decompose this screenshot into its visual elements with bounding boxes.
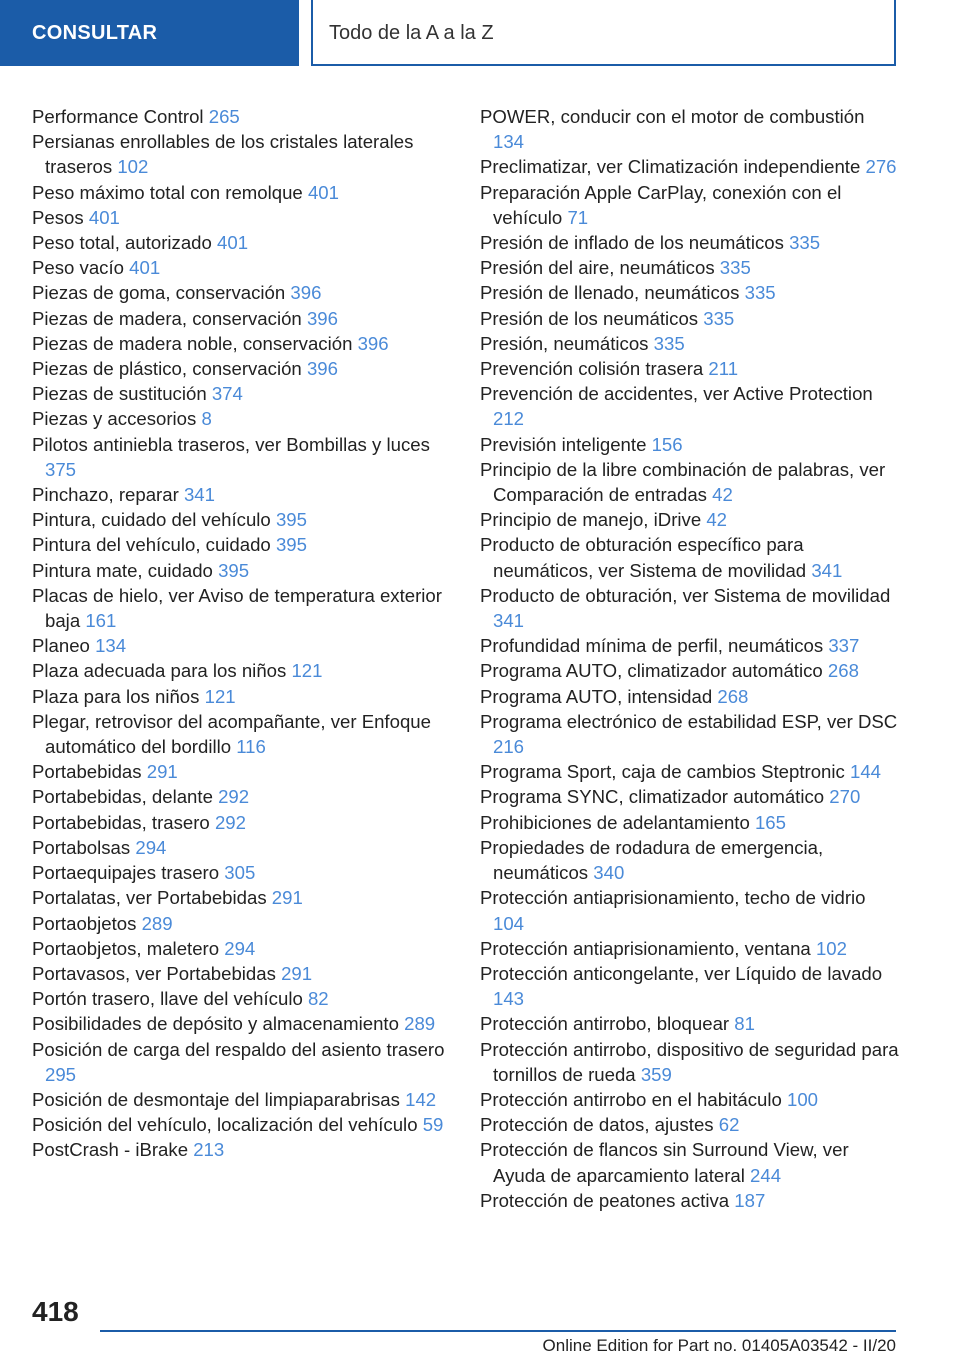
entry-page-link[interactable]: 401	[129, 257, 161, 279]
entry-page-link[interactable]: 161	[85, 610, 117, 632]
entry-term: Posición de carga del respaldo del asiento trasero	[32, 1038, 445, 1060]
index-entry	[480, 1037, 900, 1087]
index-entry	[32, 381, 452, 406]
entry-page-link[interactable]: 42	[712, 484, 733, 506]
entry-term: Pintura del vehículo, cuidado	[32, 534, 271, 556]
entry-page-link[interactable]: 395	[275, 509, 307, 531]
entry-term: Pinchazo, reparar	[32, 484, 179, 506]
entry-page-link[interactable]: 244	[750, 1164, 782, 1186]
entry-page-link[interactable]: 143	[493, 988, 525, 1010]
index-entry	[480, 759, 900, 784]
entry-page-link[interactable]: 8	[201, 408, 212, 430]
entry-page-link[interactable]: 71	[567, 206, 589, 228]
entry-page-link[interactable]: 395	[218, 559, 250, 581]
entry-page-link[interactable]: 268	[827, 660, 859, 682]
entry-term: Pesos	[32, 206, 84, 228]
entry-term: Presión de llenado, neumáticos	[480, 282, 740, 304]
entry-page-link[interactable]: 401	[217, 232, 249, 254]
index-entry	[32, 759, 452, 784]
entry-term: Producto de obturación, ver Sistema de movilidad	[480, 584, 891, 606]
entry-page-link[interactable]: 292	[214, 811, 246, 833]
entry-page-link[interactable]: 335	[703, 307, 735, 329]
index-entry	[32, 280, 452, 305]
index-entry	[32, 507, 452, 532]
entry-term: Prevención de accidentes, ver Active Protection	[480, 383, 873, 405]
entry-term: Presión de los neumáticos	[480, 307, 699, 329]
entry-page-link[interactable]: 401	[307, 181, 339, 203]
entry-page-link[interactable]: 42	[706, 509, 728, 531]
index-entry	[480, 936, 900, 961]
entry-term: Posición del vehículo, localización del vehículo	[32, 1114, 418, 1136]
index-entry	[480, 154, 900, 179]
entry-page-link[interactable]: 102	[117, 156, 149, 178]
entry-page-link[interactable]: 104	[493, 912, 525, 934]
entry-page-link[interactable]: 62	[718, 1114, 740, 1136]
entry-term: Portaequipajes trasero	[32, 862, 220, 884]
entry-term: Plegar, retrovisor del acompañante, ver Enfoque automático del bordillo	[32, 710, 431, 758]
index-entry	[480, 381, 900, 431]
entry-term: Programa AUTO, climatizador automático	[480, 660, 823, 682]
entry-term: Piezas y accesorios	[32, 408, 197, 430]
entry-term: Peso total, autorizado	[32, 232, 212, 254]
index-entry	[32, 129, 452, 179]
index-entry	[480, 457, 900, 507]
entry-page-link[interactable]: 100	[787, 1088, 819, 1110]
index-entry	[32, 936, 452, 961]
entry-term: Peso máximo total con remolque	[32, 181, 303, 203]
index-column-left	[32, 104, 452, 1163]
entry-term: Protección antirrobo en el habitáculo	[480, 1088, 782, 1110]
entry-term: Prevención colisión trasera	[480, 358, 704, 380]
entry-page-link[interactable]: 82	[307, 988, 329, 1010]
entry-term: Piezas de madera noble, conservación	[32, 332, 353, 354]
entry-page-link[interactable]: 156	[651, 433, 683, 455]
index-entry	[480, 356, 900, 381]
index-entry	[32, 406, 452, 431]
page-number: 418	[32, 1296, 79, 1327]
page-header	[0, 0, 960, 66]
entry-term: Piezas de madera, conservación	[32, 307, 302, 329]
footer-rule	[100, 1330, 896, 1332]
index-entry	[32, 633, 452, 658]
entry-page-link[interactable]: 335	[789, 232, 821, 254]
entry-page-link[interactable]: 396	[306, 358, 338, 380]
entry-term: Prohibiciones de adelantamiento	[480, 811, 750, 833]
index-entry	[480, 432, 900, 457]
index-entry	[480, 230, 900, 255]
entry-page-link[interactable]: 142	[405, 1088, 437, 1110]
index-entry	[480, 835, 900, 885]
entry-page-link[interactable]: 291	[146, 761, 178, 783]
entry-term: Planeo	[32, 635, 90, 657]
index-entry	[32, 432, 452, 482]
entry-term: Principio de manejo, iDrive	[480, 509, 702, 531]
index-entry	[32, 835, 452, 860]
entry-term: Portavasos, ver Portabebidas	[32, 962, 276, 984]
entry-page-link[interactable]: 401	[88, 206, 120, 228]
entry-term: Persianas enrollables de los cristales laterales traseros	[32, 131, 414, 178]
entry-term: Previsión inteligente	[480, 433, 647, 455]
entry-term: Preclimatizar, ver Climatización independiente	[480, 156, 861, 178]
index-entry	[32, 1087, 452, 1112]
entry-term: Piezas de plástico, conservación	[32, 358, 302, 380]
index-entry	[32, 961, 452, 986]
index-entry	[32, 180, 452, 205]
index-entry	[32, 1137, 452, 1162]
entry-term: Posibilidades de depósito y almacenamiento	[32, 1013, 399, 1035]
entry-term: Portabolsas	[32, 836, 131, 858]
index-entry	[480, 532, 900, 582]
index-entry	[480, 507, 900, 532]
entry-term: PostCrash - iBrake	[32, 1139, 189, 1161]
entry-page-link[interactable]: 396	[357, 332, 389, 354]
entry-page-link[interactable]: 341	[183, 484, 215, 506]
index-entry	[32, 860, 452, 885]
index-entry	[480, 810, 900, 835]
entry-page-link[interactable]: 359	[640, 1063, 672, 1085]
index-entry	[480, 709, 900, 759]
entry-page-link[interactable]: 165	[754, 811, 786, 833]
index-entry	[32, 356, 452, 381]
entry-page-link[interactable]: 270	[829, 786, 861, 808]
entry-page-link[interactable]: 341	[811, 559, 843, 581]
entry-term: Piezas de sustitución	[32, 383, 207, 405]
index-entry	[32, 558, 452, 583]
edition-text: Online Edition for Part no. 01405A03542 - II/20	[542, 1336, 896, 1355]
index-entry	[32, 583, 452, 633]
entry-term: Protección de peatones activa	[480, 1189, 730, 1211]
index-entry	[32, 255, 452, 280]
index-entry	[32, 658, 452, 683]
index-entry	[32, 684, 452, 709]
index-entry	[480, 658, 900, 683]
entry-page-link[interactable]: 187	[734, 1189, 766, 1211]
entry-term: POWER, conducir con el motor de combustión	[480, 106, 865, 127]
entry-page-link[interactable]: 211	[708, 358, 739, 380]
entry-term: Pintura mate, cuidado	[32, 559, 213, 581]
entry-page-link[interactable]: 291	[281, 962, 313, 984]
entry-term: Protección de datos, ajustes	[480, 1114, 714, 1136]
footer-edition	[100, 1336, 896, 1356]
index-entry	[480, 255, 900, 280]
index-entry	[32, 482, 452, 507]
entry-term: Pintura, cuidado del vehículo	[32, 509, 271, 531]
entry-page-link[interactable]: 335	[719, 257, 751, 279]
index-entry	[480, 961, 900, 1011]
entry-term: Portón trasero, llave del vehículo	[32, 988, 303, 1010]
entry-term: Protección anticongelante, ver Líquido de lavado	[480, 962, 883, 984]
entry-page-link[interactable]: 144	[850, 761, 882, 783]
entry-term: Presión del aire, neumáticos	[480, 257, 715, 279]
index-entry	[480, 1137, 900, 1187]
entry-term: Protección antiaprisionamiento, ventana	[480, 937, 811, 959]
entry-page-link[interactable]: 305	[224, 862, 256, 884]
entry-term: Presión de inflado de los neumáticos	[480, 232, 784, 254]
entry-page-link[interactable]: 341	[493, 610, 525, 632]
index-column-right	[480, 104, 900, 1213]
entry-term: Presión, neumáticos	[480, 332, 649, 354]
index-entry	[480, 104, 900, 154]
entry-term: Protección antirrobo, bloquear	[480, 1013, 730, 1035]
entry-term: Portaobjetos, maletero	[32, 937, 220, 959]
entry-term: Plaza adecuada para los niños	[32, 660, 287, 682]
entry-page-link[interactable]: 291	[271, 887, 303, 909]
entry-page-link[interactable]: 265	[208, 106, 240, 127]
index-entry	[32, 986, 452, 1011]
index-entry	[32, 885, 452, 910]
index-entry	[32, 306, 452, 331]
entry-term: Programa Sport, caja de cambios Steptronic	[480, 761, 845, 783]
entry-page-link[interactable]: 81	[734, 1013, 755, 1035]
index-entry	[480, 331, 900, 356]
entry-term: Piezas de goma, conservación	[32, 282, 286, 304]
index-entry	[32, 1037, 452, 1087]
section-tab-consultar[interactable]: CONSULTAR	[0, 0, 299, 66]
index-entry	[32, 911, 452, 936]
entry-term: Programa AUTO, intensidad	[480, 685, 713, 707]
index-entry	[480, 633, 900, 658]
index-entry	[480, 1087, 900, 1112]
index-entry	[480, 1188, 900, 1213]
index-entry	[480, 583, 900, 633]
entry-page-link[interactable]: 276	[865, 156, 897, 178]
entry-page-link[interactable]: 289	[404, 1013, 436, 1035]
entry-term: Preparación Apple CarPlay, conexión con el vehículo	[480, 181, 842, 228]
entry-page-link[interactable]: 216	[493, 736, 525, 758]
entry-term: Posición de desmontaje del limpiaparabrisas	[32, 1088, 400, 1110]
entry-term: Principio de la libre combinación de palabras, ver Comparación de entradas	[480, 458, 886, 506]
entry-term: Protección antirrobo, dispositivo de seguridad para tornillos de rueda	[480, 1038, 899, 1085]
entry-page-link[interactable]: 134	[493, 131, 525, 153]
entry-page-link[interactable]: 134	[95, 635, 127, 657]
entry-page-link[interactable]: 294	[135, 836, 167, 858]
entry-page-link[interactable]: 295	[45, 1063, 77, 1085]
entry-page-link[interactable]: 396	[306, 307, 338, 329]
entry-term: Profundidad mínima de perfil, neumáticos	[480, 635, 824, 657]
index-entry	[480, 280, 900, 305]
index-entry	[32, 1112, 452, 1137]
entry-term: Performance Control	[32, 106, 204, 127]
entry-page-link[interactable]: 292	[218, 786, 250, 808]
index-entry	[32, 532, 452, 557]
index-entry	[480, 180, 900, 230]
index-entry	[480, 306, 900, 331]
entry-term: Propiedades de rodadura de emergencia, neumáticos	[480, 836, 824, 884]
index-entry	[480, 1011, 900, 1036]
entry-term: Peso vacío	[32, 257, 124, 279]
entry-page-link[interactable]: 395	[275, 534, 307, 556]
entry-page-link[interactable]: 116	[236, 736, 266, 758]
entry-term: Pilotos antiniebla traseros, ver Bombillas y luces	[32, 433, 430, 455]
entry-term: Producto de obturación específico para neumáticos, ver Sistema de movilidad	[480, 534, 807, 581]
entry-page-link[interactable]: 396	[290, 282, 322, 304]
entry-page-link[interactable]: 268	[717, 685, 749, 707]
index-entry	[480, 885, 900, 935]
entry-term: Portaobjetos	[32, 912, 137, 934]
section-title: Todo de la A a la Z	[311, 0, 896, 66]
entry-term: Plaza para los niños	[32, 685, 200, 707]
index-entry	[480, 1112, 900, 1137]
index-entry	[480, 784, 900, 809]
entry-page-link[interactable]: 335	[653, 332, 685, 354]
entry-page-link[interactable]: 213	[193, 1139, 225, 1161]
entry-page-link[interactable]: 289	[141, 912, 173, 934]
entry-term: Portabebidas, trasero	[32, 811, 210, 833]
entry-term: Protección antiaprisionamiento, techo de vidrio	[480, 887, 866, 909]
entry-term: Portabebidas, delante	[32, 786, 213, 808]
entry-page-link[interactable]: 121	[291, 660, 323, 682]
index-entry	[480, 684, 900, 709]
entry-page-link[interactable]: 374	[211, 383, 243, 405]
entry-page-link[interactable]: 59	[422, 1114, 444, 1136]
entry-page-link[interactable]: 335	[744, 282, 776, 304]
index-entry	[32, 104, 452, 129]
entry-page-link[interactable]: 212	[493, 408, 525, 430]
entry-term: Placas de hielo, ver Aviso de temperatura exterior baja	[32, 584, 442, 632]
index-entry	[32, 709, 452, 759]
index-entry	[32, 230, 452, 255]
entry-page-link[interactable]: 121	[204, 685, 236, 707]
entry-term: Programa SYNC, climatizador automático	[480, 786, 825, 808]
entry-term: Portabebidas	[32, 761, 142, 783]
entry-page-link[interactable]: 375	[45, 458, 77, 480]
entry-page-link[interactable]: 340	[593, 862, 625, 884]
index-entry	[32, 810, 452, 835]
index-entry	[32, 1011, 452, 1036]
index-entry	[32, 784, 452, 809]
entry-page-link[interactable]: 102	[815, 937, 847, 959]
entry-term: Portalatas, ver Portabebidas	[32, 887, 267, 909]
entry-term: Protección de flancos sin Surround View, ver Ayuda de aparcamiento lateral	[480, 1139, 849, 1186]
entry-term: Programa electrónico de estabilidad ESP, ver DSC	[480, 710, 898, 732]
index-entry	[32, 331, 452, 356]
entry-page-link[interactable]: 294	[224, 937, 256, 959]
entry-page-link[interactable]: 337	[828, 635, 860, 657]
index-entry	[32, 205, 452, 230]
